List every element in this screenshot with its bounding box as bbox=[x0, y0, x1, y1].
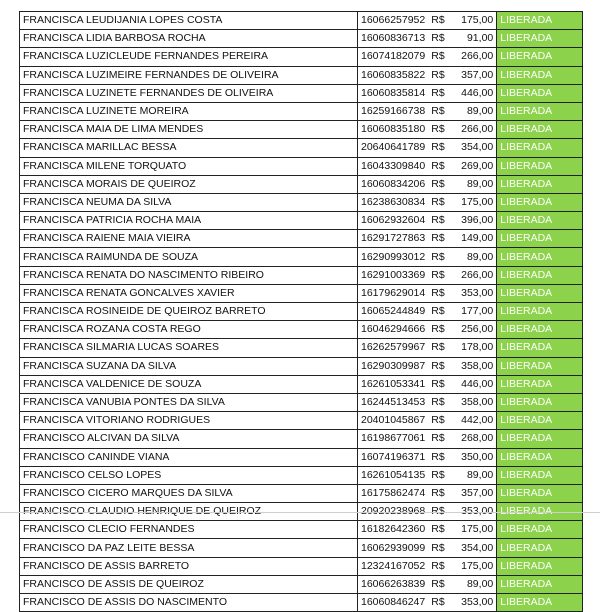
name-cell: FRANCISCO CICERO MARQUES DA SILVA bbox=[20, 484, 358, 502]
name-cell: FRANCISCA VALDENICE DE SOUZA bbox=[20, 375, 358, 393]
name-cell: FRANCISCA LIDIA BARBOSA ROCHA bbox=[20, 30, 358, 48]
amount-cell: 266,00 bbox=[450, 121, 497, 139]
status-badge: LIBERADA bbox=[497, 139, 583, 157]
currency-cell: R$ bbox=[428, 157, 450, 175]
amount-cell: 89,00 bbox=[450, 102, 497, 120]
name-cell: FRANCISCA LUZINETE FERNANDES DE OLIVEIRA bbox=[20, 84, 358, 102]
table-row bbox=[20, 393, 583, 411]
amount-cell: 266,00 bbox=[450, 48, 497, 66]
currency-cell: R$ bbox=[428, 193, 450, 211]
table-row bbox=[20, 303, 583, 321]
amount-cell: 350,00 bbox=[450, 448, 497, 466]
amount-cell: 175,00 bbox=[450, 521, 497, 539]
status-badge: LIBERADA bbox=[497, 175, 583, 193]
id-cell: 16291003369 bbox=[358, 266, 429, 284]
amount-cell: 266,00 bbox=[450, 266, 497, 284]
name-cell: FRANCISCO DA PAZ LEITE BESSA bbox=[20, 539, 358, 557]
table-row bbox=[20, 193, 583, 211]
name-cell: FRANCISCA NEUMA DA SILVA bbox=[20, 193, 358, 211]
id-cell: 16062939099 bbox=[358, 539, 429, 557]
id-cell: 16066257952 bbox=[358, 12, 429, 30]
currency-cell: R$ bbox=[428, 430, 450, 448]
id-cell: 16060846247 bbox=[358, 594, 429, 612]
currency-cell: R$ bbox=[428, 121, 450, 139]
amount-cell: 177,00 bbox=[450, 303, 497, 321]
status-badge: LIBERADA bbox=[497, 430, 583, 448]
status-badge: LIBERADA bbox=[497, 266, 583, 284]
id-cell: 20401045867 bbox=[358, 412, 429, 430]
amount-cell: 175,00 bbox=[450, 12, 497, 30]
name-cell: FRANCISCA RAIMUNDA DE SOUZA bbox=[20, 248, 358, 266]
amount-cell: 269,00 bbox=[450, 157, 497, 175]
id-cell: 16198677061 bbox=[358, 430, 429, 448]
amount-cell: 357,00 bbox=[450, 484, 497, 502]
status-badge: LIBERADA bbox=[497, 30, 583, 48]
id-cell: 12324167052 bbox=[358, 557, 429, 575]
currency-cell: R$ bbox=[428, 575, 450, 593]
amount-cell: 89,00 bbox=[450, 175, 497, 193]
currency-cell: R$ bbox=[428, 357, 450, 375]
table-row bbox=[20, 339, 583, 357]
name-cell: FRANCISCA SILMARIA LUCAS SOARES bbox=[20, 339, 358, 357]
name-cell: FRANCISCA SUZANA DA SILVA bbox=[20, 357, 358, 375]
amount-cell: 268,00 bbox=[450, 430, 497, 448]
id-cell: 16060836713 bbox=[358, 30, 429, 48]
amount-cell: 175,00 bbox=[450, 557, 497, 575]
name-cell: FRANCISCA LUZIMEIRE FERNANDES DE OLIVEIRA bbox=[20, 66, 358, 84]
name-cell: FRANCISCA LUZINETE MOREIRA bbox=[20, 102, 358, 120]
status-badge: LIBERADA bbox=[497, 412, 583, 430]
currency-cell: R$ bbox=[428, 375, 450, 393]
table-row bbox=[20, 539, 583, 557]
amount-cell: 357,00 bbox=[450, 66, 497, 84]
currency-cell: R$ bbox=[428, 266, 450, 284]
name-cell: FRANCISCA MILENE TORQUATO bbox=[20, 157, 358, 175]
status-badge: LIBERADA bbox=[497, 121, 583, 139]
currency-cell: R$ bbox=[428, 539, 450, 557]
currency-cell: R$ bbox=[428, 521, 450, 539]
id-cell: 16261054135 bbox=[358, 466, 429, 484]
id-cell: 16291727863 bbox=[358, 230, 429, 248]
table-row bbox=[20, 412, 583, 430]
amount-cell: 354,00 bbox=[450, 139, 497, 157]
amount-cell: 446,00 bbox=[450, 375, 497, 393]
status-badge: LIBERADA bbox=[497, 521, 583, 539]
currency-cell: R$ bbox=[428, 48, 450, 66]
id-cell: 16060835822 bbox=[358, 66, 429, 84]
name-cell: FRANCISCA VITORIANO RODRIGUES bbox=[20, 412, 358, 430]
id-cell: 16175862474 bbox=[358, 484, 429, 502]
table-row bbox=[20, 266, 583, 284]
amount-cell: 256,00 bbox=[450, 321, 497, 339]
amount-cell: 91,00 bbox=[450, 30, 497, 48]
beneficiary-table bbox=[19, 11, 583, 612]
status-badge: LIBERADA bbox=[497, 484, 583, 502]
id-cell: 16290309987 bbox=[358, 357, 429, 375]
id-cell: 16259166738 bbox=[358, 102, 429, 120]
currency-cell: R$ bbox=[428, 321, 450, 339]
name-cell: FRANCISCA RENATA DO NASCIMENTO RIBEIRO bbox=[20, 266, 358, 284]
table-row bbox=[20, 139, 583, 157]
table-row bbox=[20, 102, 583, 120]
id-cell: 16046294666 bbox=[358, 321, 429, 339]
table-row bbox=[20, 466, 583, 484]
status-badge: LIBERADA bbox=[497, 339, 583, 357]
table-row bbox=[20, 230, 583, 248]
name-cell: FRANCISCA LEUDIJANIA LOPES COSTA bbox=[20, 12, 358, 30]
name-cell: FRANCISCO DE ASSIS BARRETO bbox=[20, 557, 358, 575]
currency-cell: R$ bbox=[428, 102, 450, 120]
amount-cell: 89,00 bbox=[450, 575, 497, 593]
currency-cell: R$ bbox=[428, 484, 450, 502]
table-row bbox=[20, 594, 583, 612]
status-badge: LIBERADA bbox=[497, 539, 583, 557]
status-badge: LIBERADA bbox=[497, 248, 583, 266]
amount-cell: 89,00 bbox=[450, 248, 497, 266]
amount-cell: 396,00 bbox=[450, 212, 497, 230]
status-badge: LIBERADA bbox=[497, 557, 583, 575]
name-cell: FRANCISCO CELSO LOPES bbox=[20, 466, 358, 484]
table-row bbox=[20, 84, 583, 102]
id-cell: 16065244849 bbox=[358, 303, 429, 321]
status-badge: LIBERADA bbox=[497, 230, 583, 248]
status-badge: LIBERADA bbox=[497, 357, 583, 375]
name-cell: FRANCISCO DE ASSIS DE QUEIROZ bbox=[20, 575, 358, 593]
status-badge: LIBERADA bbox=[497, 157, 583, 175]
status-badge: LIBERADA bbox=[497, 66, 583, 84]
currency-cell: R$ bbox=[428, 139, 450, 157]
table-row bbox=[20, 66, 583, 84]
name-cell: FRANCISCA VANUBIA PONTES DA SILVA bbox=[20, 393, 358, 411]
id-cell: 16179629014 bbox=[358, 284, 429, 302]
currency-cell: R$ bbox=[428, 284, 450, 302]
id-cell: 16066263839 bbox=[358, 575, 429, 593]
table-row bbox=[20, 121, 583, 139]
amount-cell: 89,00 bbox=[450, 466, 497, 484]
name-cell: FRANCISCA MORAIS DE QUEIROZ bbox=[20, 175, 358, 193]
table-row bbox=[20, 12, 583, 30]
amount-cell: 358,00 bbox=[450, 357, 497, 375]
id-cell: 16060835814 bbox=[358, 84, 429, 102]
name-cell: FRANCISCA RAIENE MAIA VIEIRA bbox=[20, 230, 358, 248]
amount-cell: 353,00 bbox=[450, 594, 497, 612]
amount-cell: 354,00 bbox=[450, 539, 497, 557]
currency-cell: R$ bbox=[428, 412, 450, 430]
status-badge: LIBERADA bbox=[497, 12, 583, 30]
status-badge: LIBERADA bbox=[497, 84, 583, 102]
table-body bbox=[20, 12, 583, 612]
id-cell: 16043309840 bbox=[358, 157, 429, 175]
table-row bbox=[20, 484, 583, 502]
table-row bbox=[20, 157, 583, 175]
id-cell: 20640641789 bbox=[358, 139, 429, 157]
status-badge: LIBERADA bbox=[497, 193, 583, 211]
currency-cell: R$ bbox=[428, 248, 450, 266]
status-badge: LIBERADA bbox=[497, 303, 583, 321]
id-cell: 16074196371 bbox=[358, 448, 429, 466]
amount-cell: 442,00 bbox=[450, 412, 497, 430]
table-row bbox=[20, 212, 583, 230]
currency-cell: R$ bbox=[428, 303, 450, 321]
currency-cell: R$ bbox=[428, 84, 450, 102]
id-cell: 16244513453 bbox=[358, 393, 429, 411]
status-badge: LIBERADA bbox=[497, 448, 583, 466]
name-cell: FRANCISCO CANINDE VIANA bbox=[20, 448, 358, 466]
id-cell: 16060834206 bbox=[358, 175, 429, 193]
amount-cell: 149,00 bbox=[450, 230, 497, 248]
status-badge: LIBERADA bbox=[497, 212, 583, 230]
table-row bbox=[20, 448, 583, 466]
table-row bbox=[20, 575, 583, 593]
id-cell: 16262579967 bbox=[358, 339, 429, 357]
name-cell: FRANCISCA ROZANA COSTA REGO bbox=[20, 321, 358, 339]
id-cell: 16238630834 bbox=[358, 193, 429, 211]
status-badge: LIBERADA bbox=[497, 594, 583, 612]
currency-cell: R$ bbox=[428, 212, 450, 230]
amount-cell: 358,00 bbox=[450, 393, 497, 411]
table-row bbox=[20, 357, 583, 375]
name-cell: FRANCISCA MARILLAC BESSA bbox=[20, 139, 358, 157]
table-row bbox=[20, 30, 583, 48]
amount-cell: 353,00 bbox=[450, 284, 497, 302]
status-badge: LIBERADA bbox=[497, 102, 583, 120]
id-cell: 16060835180 bbox=[358, 121, 429, 139]
table-row bbox=[20, 557, 583, 575]
name-cell: FRANCISCA ROSINEIDE DE QUEIROZ BARRETO bbox=[20, 303, 358, 321]
id-cell: 16074182079 bbox=[358, 48, 429, 66]
table-row bbox=[20, 175, 583, 193]
status-badge: LIBERADA bbox=[497, 321, 583, 339]
name-cell: FRANCISCA LUZICLEUDE FERNANDES PEREIRA bbox=[20, 48, 358, 66]
status-badge: LIBERADA bbox=[497, 284, 583, 302]
currency-cell: R$ bbox=[428, 594, 450, 612]
table-row bbox=[20, 521, 583, 539]
currency-cell: R$ bbox=[428, 466, 450, 484]
currency-cell: R$ bbox=[428, 557, 450, 575]
status-badge: LIBERADA bbox=[497, 575, 583, 593]
amount-cell: 178,00 bbox=[450, 339, 497, 357]
name-cell: FRANCISCO DE ASSIS DO NASCIMENTO bbox=[20, 594, 358, 612]
currency-cell: R$ bbox=[428, 12, 450, 30]
currency-cell: R$ bbox=[428, 30, 450, 48]
name-cell: FRANCISCA PATRICIA ROCHA MAIA bbox=[20, 212, 358, 230]
table-row bbox=[20, 321, 583, 339]
name-cell: FRANCISCO ALCIVAN DA SILVA bbox=[20, 430, 358, 448]
currency-cell: R$ bbox=[428, 339, 450, 357]
currency-cell: R$ bbox=[428, 230, 450, 248]
table-row bbox=[20, 430, 583, 448]
status-badge: LIBERADA bbox=[497, 375, 583, 393]
amount-cell: 446,00 bbox=[450, 84, 497, 102]
name-cell: FRANCISCA MAIA DE LIMA MENDES bbox=[20, 121, 358, 139]
currency-cell: R$ bbox=[428, 175, 450, 193]
table-row bbox=[20, 248, 583, 266]
name-cell: FRANCISCO CLECIO FERNANDES bbox=[20, 521, 358, 539]
currency-cell: R$ bbox=[428, 66, 450, 84]
id-cell: 16261053341 bbox=[358, 375, 429, 393]
amount-cell: 175,00 bbox=[450, 193, 497, 211]
currency-cell: R$ bbox=[428, 448, 450, 466]
name-cell: FRANCISCA RENATA GONCALVES XAVIER bbox=[20, 284, 358, 302]
status-badge: LIBERADA bbox=[497, 48, 583, 66]
table-row bbox=[20, 284, 583, 302]
status-badge: LIBERADA bbox=[497, 466, 583, 484]
id-cell: 16182642360 bbox=[358, 521, 429, 539]
id-cell: 16290993012 bbox=[358, 248, 429, 266]
table-row bbox=[20, 375, 583, 393]
page-bottom-divider bbox=[0, 512, 600, 513]
currency-cell: R$ bbox=[428, 393, 450, 411]
id-cell: 16062932604 bbox=[358, 212, 429, 230]
status-badge: LIBERADA bbox=[497, 393, 583, 411]
table-row bbox=[20, 48, 583, 66]
